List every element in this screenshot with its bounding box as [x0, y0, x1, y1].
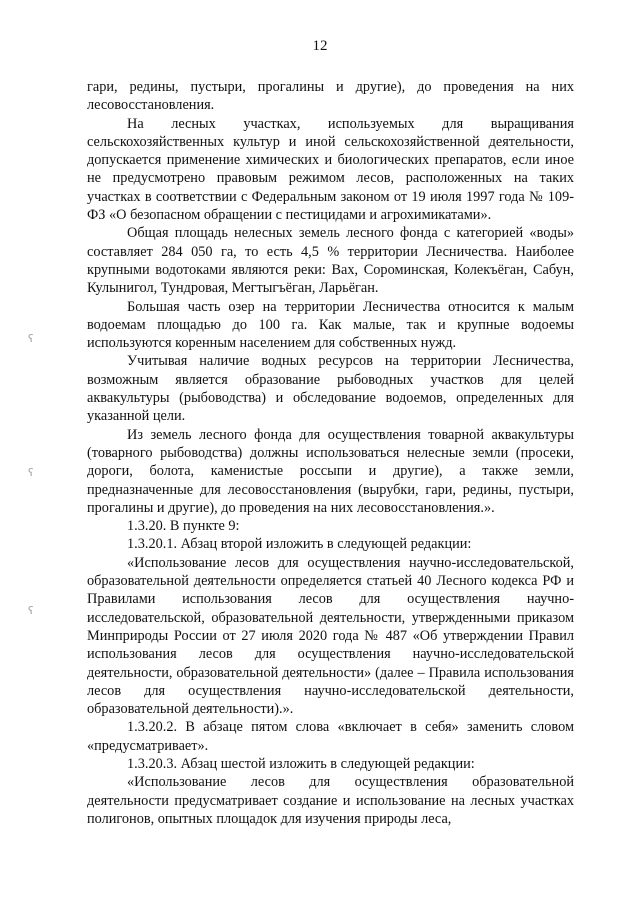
- paragraph-aquaculture-lands: Из земель лесного фонда для осуществления товарной аквакультуры (товарного рыбоводства) должны использоваться нелесные земли (просеки, дороги, болота, каменистые россыпи и другие), а также земли, предназначенные для лесовосстановления (вырубки, гари, редины, пустыри, прогалины и другие), до проведения на них лесовосстановления.».: [87, 426, 574, 516]
- margin-scan-mark-1: ʕ: [28, 332, 34, 345]
- paragraph-agriculture-use: На лесных участках, используемых для выращивания сельскохозяйственных культур и иной сельскохозяйственной деятельности, допускается применение химических и биологических препаратов, если иное не предусмотрено правовым режимом лесов, расположенных на таких участках в соответствии с Федеральным законом от 19 июля 1997 года № 109-ФЗ «О безопасном обращении с пестицидами и агрохимикатами».: [87, 115, 574, 224]
- page-number: 12: [312, 38, 328, 54]
- paragraph-lakes: Большая часть озер на территории Лесничества относится к малым водоемам площадью до 100 га. Как малые, так и крупные водоемы используются коренным населением для собственных нужд.: [87, 298, 574, 352]
- clause-1-3-20-2: 1.3.20.2. В абзаце пятом слова «включает в себя» заменить словом «предусматривает».: [87, 719, 574, 754]
- clause-1-3-20-1: 1.3.20.1. Абзац второй изложить в следующей редакции:: [127, 536, 472, 553]
- paragraph-water-resources: Учитывая наличие водных ресурсов на территории Лесничества, возможным является образование рыбоводных участков для целей аквакультуры (рыбоводства) и обследование водоемов, определенных для указанной цели.: [87, 353, 574, 425]
- document-body: [87, 78, 574, 828]
- clause-1-3-20: 1.3.20. В пункте 9:: [127, 518, 240, 535]
- clause-1-3-20-3: 1.3.20.3. Абзац шестой изложить в следующей редакции:: [127, 755, 475, 772]
- quoted-paragraph-research-use: «Использование лесов для осуществления научно-исследовательской, образовательной деятельности определяется статьей 40 Лесного кодекса РФ и Правилами использования лесов для осуществления научно-исследовательской, образовательной деятельности, утвержденными приказом Минприроды России от 27 июля 2020 года № 487 «Об утверждении Правил использования лесов для осуществления научно-исследовательской деятельности, образовательной деятельности» (далее – Правила использования лесов для осуществления научно-исследовательской деятельности, образовательной деятельности).».: [87, 554, 574, 718]
- margin-scan-mark-2: ʕ: [28, 466, 34, 479]
- quoted-paragraph-education-use: «Использование лесов для осуществления образовательной деятельности предусматривает создание и использование на лесных участках полигонов, опытных площадок для изучения природы леса,: [87, 774, 574, 827]
- paragraph-water-area: Общая площадь нелесных земель лесного фонда с категорией «воды» составляет 284 050 га, то есть 4,5 % территории Лесничества. Наиболее крупными водотоками являются реки: Вах, Сороминская, Колекъёган, Сабун, Кулынигол, Тундровая, Мегтыгъёган, Ларьёган.: [87, 225, 574, 297]
- margin-scan-mark-3: ʕ: [28, 604, 34, 617]
- paragraph-continuation: гари, редины, пустыри, прогалины и другие), до проведения на них лесовосстановления.: [87, 79, 574, 114]
